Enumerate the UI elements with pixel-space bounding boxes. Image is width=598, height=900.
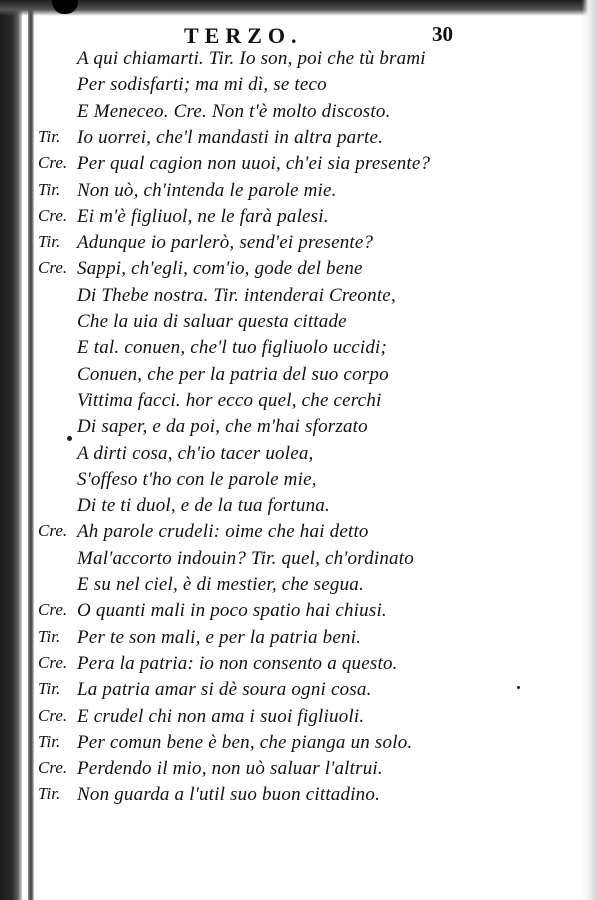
verse-line: [0, 600, 598, 626]
verse-text: Ei m'è figliuol, ne le farà palesi.: [77, 205, 329, 227]
verse-line: [0, 232, 598, 258]
verse-line: [0, 495, 598, 521]
verse-text: Di Thebe nostra. Tir. intenderai Creonte,: [77, 284, 396, 306]
verse-text: E Meneceo. Cre. Non t'è molto discosto.: [77, 100, 391, 122]
verse-text: S'offeso t'ho con le parole mie,: [77, 468, 317, 490]
verse-text: A qui chiamarti. Tir. Io son, poi che tù brami: [77, 48, 426, 69]
verse-text: Adunque io parlerò, send'ei presente?: [77, 232, 374, 254]
verse-text: Per sodisfarti; ma mi dì, se teco: [77, 74, 327, 96]
verse-text: Per te son mali, e per la patria beni.: [77, 626, 362, 648]
speaker-label: Tir.: [38, 731, 61, 751]
verse-text: Per comun bene è ben, che pianga un solo.: [77, 731, 413, 753]
verse-text: Ah parole crudeli: oime che hai detto: [77, 521, 369, 543]
speaker-label: Cre.: [38, 600, 68, 620]
verse-text: La patria amar si dè soura ogni cosa.: [77, 679, 372, 701]
verse-line: [0, 416, 598, 442]
verse-line: [0, 285, 598, 311]
verse-text: Conuen, che per la patria del suo corpo: [77, 363, 389, 385]
verse-line: [0, 548, 598, 574]
verse-text: Vittima facci. hor ecco quel, che cerchi: [77, 389, 382, 411]
verse-line: [0, 653, 598, 679]
verse-line: [0, 732, 598, 758]
verse-text: Io uorrei, che'l mandasti in altra parte.: [77, 126, 384, 148]
speaker-label: Cre.: [38, 521, 68, 541]
ink-speck: [67, 436, 72, 441]
verse-text: Che la uia di saluar questa cittade: [77, 311, 347, 332]
verse-line: [0, 127, 598, 153]
verse-text: Di saper, e da poi, che m'hai sforzato: [77, 416, 368, 438]
verse-line: [0, 627, 598, 653]
page-number: 30: [432, 22, 453, 46]
top-edge-shadow: [0, 0, 598, 16]
speaker-label: Cre.: [38, 153, 68, 173]
speaker-label: Tir.: [38, 626, 61, 646]
verse-line: [0, 521, 598, 547]
verse-line: [0, 443, 598, 469]
verse-text: Di te ti duol, e de la tua fortuna.: [77, 495, 330, 517]
verse-text: O quanti mali in poco spatio hai chiusi.: [77, 600, 387, 622]
verse-line: [0, 206, 598, 232]
verse-line: [0, 679, 598, 705]
verse-text: Sappi, ch'egli, com'io, gode del bene: [77, 258, 363, 280]
verse-text: Mal'accorto indouin? Tir. quel, ch'ordinato: [77, 547, 414, 569]
speaker-label: Cre.: [38, 705, 68, 725]
speaker-label: Tir.: [38, 679, 61, 699]
verse-line: [0, 153, 598, 179]
verse-line: [0, 101, 598, 127]
running-title: TERZO.: [184, 23, 303, 48]
verse-line: [0, 311, 598, 337]
verse-line: [0, 784, 598, 810]
verse-line: [0, 74, 598, 100]
speaker-label: Cre.: [38, 758, 68, 778]
verse-line: [0, 180, 598, 206]
verse-line: [0, 758, 598, 784]
verse-text: Non uò, ch'intenda le parole mie.: [77, 179, 337, 201]
verse-line: [0, 574, 598, 600]
speaker-label: Cre.: [38, 652, 68, 672]
speaker-label: Tir.: [38, 784, 61, 804]
ink-speck: [517, 686, 520, 689]
verse-line: [0, 337, 598, 363]
verse-line: [0, 390, 598, 416]
verse-line: [0, 706, 598, 732]
verse-text: Pera la patria: io non consento a questo.: [77, 652, 398, 674]
speaker-label: Cre.: [38, 205, 68, 225]
verse-line: [0, 258, 598, 284]
verse-text: E su nel ciel, è di mestier, che segua.: [77, 574, 364, 595]
binding-clip: [52, 0, 78, 14]
speaker-label: Tir.: [38, 232, 61, 252]
verse-text: A dirti cosa, ch'io tacer uolea,: [77, 442, 314, 464]
verse-text: Non guarda a l'util suo buon cittadino.: [77, 784, 381, 806]
verse-text: E crudel chi non ama i suoi figliuoli.: [77, 705, 365, 727]
verse-line: [0, 48, 598, 74]
speaker-label: Cre.: [38, 258, 68, 278]
verse-text: Perdendo il mio, non uò saluar l'altrui.: [77, 758, 383, 780]
verse-text: E tal. conuen, che'l tuo figliuolo uccidi;: [77, 337, 388, 359]
verse-line: [0, 469, 598, 495]
speaker-label: Tir.: [38, 179, 61, 199]
verse-text: Per qual cagion non uuoi, ch'ei sia presente?: [77, 153, 431, 175]
speaker-label: Tir.: [38, 126, 61, 146]
verse-line: [0, 364, 598, 390]
